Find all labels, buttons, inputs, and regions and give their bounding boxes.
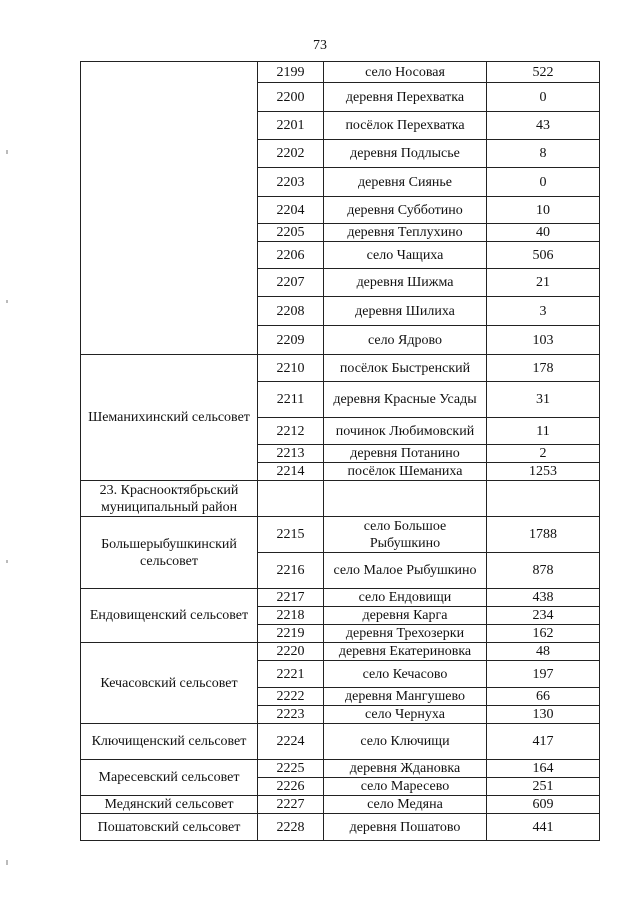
row-number: 2218 (258, 607, 324, 625)
population: 162 (487, 625, 600, 643)
row-number: 2223 (258, 706, 324, 724)
table-row (81, 517, 600, 553)
row-number: 2208 (258, 297, 324, 326)
row-number: 2216 (258, 553, 324, 589)
empty-cell (258, 481, 324, 517)
settlement-name: посёлок Перехватка (324, 112, 487, 140)
row-number: 2217 (258, 589, 324, 607)
empty-cell (324, 481, 487, 517)
settlement-name: село Большое Рыбушкино (324, 517, 487, 553)
council-cell: Кечасовский сельсовет (81, 643, 258, 724)
council-cell (81, 62, 258, 355)
row-number: 2222 (258, 688, 324, 706)
empty-cell (487, 481, 600, 517)
settlement-name: деревня Сиянье (324, 168, 487, 197)
row-number: 2213 (258, 445, 324, 463)
population: 522 (487, 62, 600, 83)
settlement-name: деревня Шилиха (324, 297, 487, 326)
population: 164 (487, 760, 600, 778)
population: 40 (487, 224, 600, 242)
row-number: 2224 (258, 724, 324, 760)
settlement-name: село Ядрово (324, 326, 487, 355)
population: 31 (487, 382, 600, 418)
table-row (81, 62, 600, 83)
population: 10 (487, 197, 600, 224)
settlement-name: деревня Потанино (324, 445, 487, 463)
row-number: 2205 (258, 224, 324, 242)
row-number: 2209 (258, 326, 324, 355)
settlement-name: село Носовая (324, 62, 487, 83)
settlement-name: село Чернуха (324, 706, 487, 724)
settlement-name: починок Любимовский (324, 418, 487, 445)
table-row (81, 481, 600, 517)
council-cell: Маресевский сельсовет (81, 760, 258, 796)
settlement-name: деревня Карга (324, 607, 487, 625)
settlements-table (80, 61, 600, 841)
row-number: 2219 (258, 625, 324, 643)
row-number: 2228 (258, 814, 324, 841)
population: 251 (487, 778, 600, 796)
scan-edge-mark (6, 300, 8, 303)
table-row (81, 760, 600, 778)
council-cell: Пошатовский сельсовет (81, 814, 258, 841)
settlement-name: деревня Перехватка (324, 83, 487, 112)
settlement-name: посёлок Шеманиха (324, 463, 487, 481)
population: 197 (487, 661, 600, 688)
settlement-name: деревня Мангушево (324, 688, 487, 706)
population: 234 (487, 607, 600, 625)
row-number: 2200 (258, 83, 324, 112)
row-number: 2199 (258, 62, 324, 83)
population: 43 (487, 112, 600, 140)
council-cell: Большерыбушкинский сельсовет (81, 517, 258, 589)
population: 130 (487, 706, 600, 724)
population: 178 (487, 355, 600, 382)
row-number: 2214 (258, 463, 324, 481)
settlement-name: посёлок Быстренский (324, 355, 487, 382)
row-number: 2206 (258, 242, 324, 269)
settlement-name: село Ендовищи (324, 589, 487, 607)
row-number: 2201 (258, 112, 324, 140)
population: 66 (487, 688, 600, 706)
settlement-name: деревня Трехозерки (324, 625, 487, 643)
settlement-name: село Малое Рыбушкино (324, 553, 487, 589)
row-number: 2207 (258, 269, 324, 297)
scan-edge-mark (6, 150, 8, 154)
table-row (81, 724, 600, 760)
population: 3 (487, 297, 600, 326)
row-number: 2221 (258, 661, 324, 688)
table-row (81, 814, 600, 841)
scan-edge-mark (6, 860, 8, 865)
council-cell: Медянский сельсовет (81, 796, 258, 814)
population: 878 (487, 553, 600, 589)
table-row (81, 796, 600, 814)
population: 11 (487, 418, 600, 445)
settlement-name: деревня Подлысье (324, 140, 487, 168)
population: 103 (487, 326, 600, 355)
settlement-name: село Маресево (324, 778, 487, 796)
council-cell: Шеманихинский сельсовет (81, 355, 258, 481)
council-cell: Ключищенский сельсовет (81, 724, 258, 760)
settlement-name: деревня Пошатово (324, 814, 487, 841)
settlement-name: село Медяна (324, 796, 487, 814)
row-number: 2215 (258, 517, 324, 553)
settlement-name: деревня Екатериновка (324, 643, 487, 661)
population: 441 (487, 814, 600, 841)
settlement-name: деревня Субботино (324, 197, 487, 224)
scan-edge-mark (6, 560, 8, 563)
table-row (81, 643, 600, 661)
row-number: 2220 (258, 643, 324, 661)
row-number: 2227 (258, 796, 324, 814)
population: 417 (487, 724, 600, 760)
population: 609 (487, 796, 600, 814)
population: 0 (487, 168, 600, 197)
row-number: 2212 (258, 418, 324, 445)
row-number: 2202 (258, 140, 324, 168)
table-row (81, 355, 600, 382)
row-number: 2226 (258, 778, 324, 796)
row-number: 2210 (258, 355, 324, 382)
population: 438 (487, 589, 600, 607)
settlement-name: село Чащиха (324, 242, 487, 269)
settlement-name: деревня Ждановка (324, 760, 487, 778)
settlement-name: село Кечасово (324, 661, 487, 688)
settlement-name: село Ключищи (324, 724, 487, 760)
page-number: 73 (313, 38, 327, 53)
population: 1788 (487, 517, 600, 553)
population: 21 (487, 269, 600, 297)
table-row (81, 589, 600, 607)
population: 48 (487, 643, 600, 661)
settlement-name: деревня Шижма (324, 269, 487, 297)
council-cell: Ендовищенский сельсовет (81, 589, 258, 643)
population: 2 (487, 445, 600, 463)
population: 0 (487, 83, 600, 112)
row-number: 2203 (258, 168, 324, 197)
district-heading: 23. Краснооктябрьский муниципальный район (81, 481, 258, 517)
row-number: 2225 (258, 760, 324, 778)
population: 506 (487, 242, 600, 269)
settlement-name: деревня Теплухино (324, 224, 487, 242)
settlement-name: деревня Красные Усады (324, 382, 487, 418)
row-number: 2211 (258, 382, 324, 418)
population: 1253 (487, 463, 600, 481)
population: 8 (487, 140, 600, 168)
row-number: 2204 (258, 197, 324, 224)
